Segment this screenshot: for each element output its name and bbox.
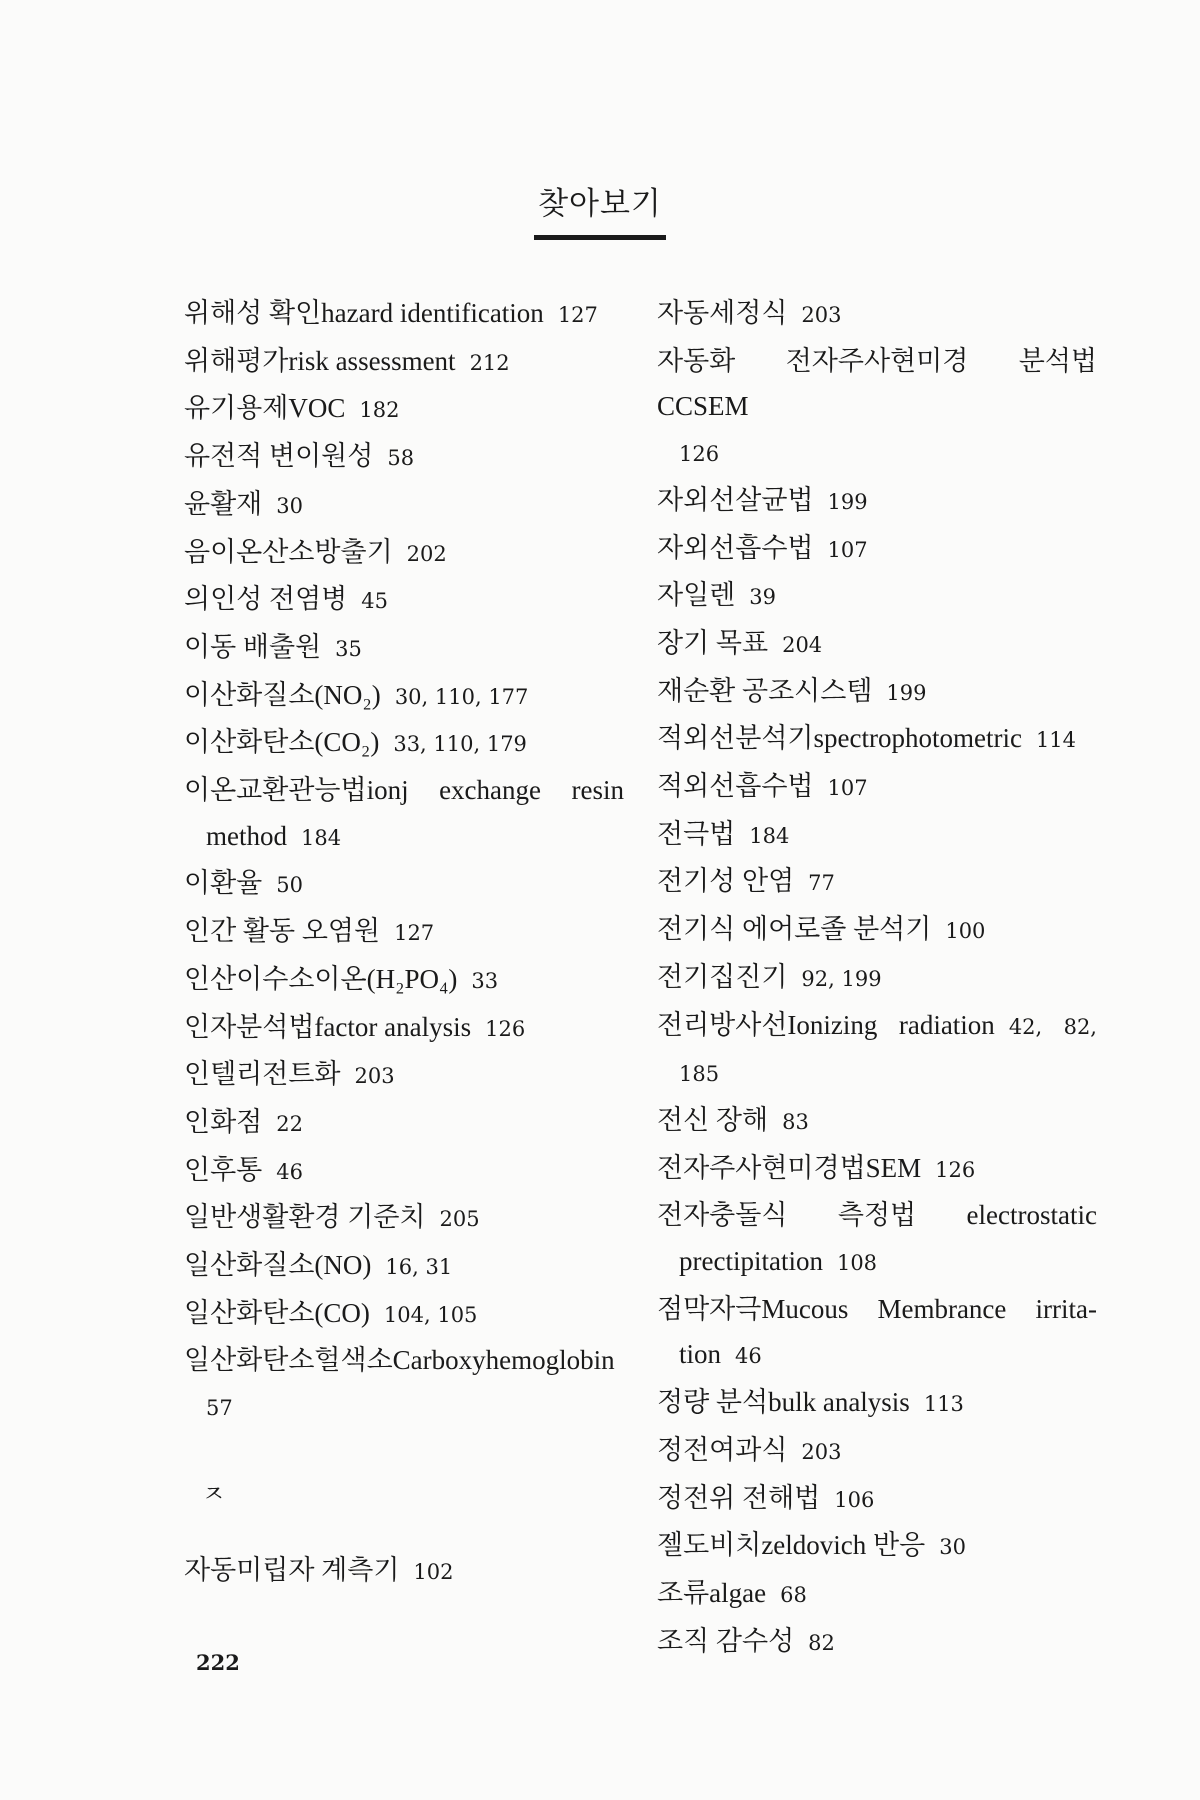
index-pages: 184: [301, 825, 342, 850]
index-entry: [657, 907, 1097, 955]
index-entry: [184, 1548, 624, 1596]
index-pages: 184: [749, 823, 790, 848]
index-entry: [184, 291, 624, 339]
index-pages: 39: [749, 585, 776, 610]
index-pages: 57: [206, 1396, 233, 1421]
index-term: 전기성 안염: [657, 866, 795, 897]
index-entry: [184, 909, 624, 957]
index-entry: [657, 339, 1097, 430]
index-entry-continuation: [657, 1332, 1097, 1380]
index-pages: 204: [782, 632, 823, 657]
index-term: 전기식 에어로졸 분석기: [657, 914, 932, 945]
index-pages: 182: [359, 398, 400, 423]
index-term: 유전적 변이원성: [184, 441, 374, 472]
index-term: 점막자극Mucous Membrance irrita-: [657, 1293, 1097, 1324]
index-entry: [657, 573, 1097, 621]
index-term: 자동미립자 계측기: [184, 1554, 400, 1585]
index-entry: [657, 1287, 1097, 1333]
index-term: 위해평가risk assessment: [184, 345, 456, 376]
index-entry-continuation: [657, 430, 1097, 478]
index-entry-continuation: [657, 1239, 1097, 1287]
index-pages: 68: [780, 1582, 807, 1607]
index-term: 자외선흡수법: [657, 532, 814, 563]
index-term: 정전여과식: [657, 1434, 788, 1465]
index-pages: 102: [413, 1559, 454, 1584]
index-term: 전신 장해: [657, 1104, 769, 1135]
index-term: 인자분석법factor analysis: [184, 1011, 472, 1042]
index-entry: [184, 1195, 624, 1243]
index-pages: 45: [361, 589, 388, 614]
index-pages: 203: [354, 1064, 395, 1089]
index-entry: [657, 1428, 1097, 1476]
index-entry: [657, 955, 1097, 1003]
index-term: 자외선살균법: [657, 484, 814, 515]
index-term: 전자주사현미경법SEM: [657, 1152, 922, 1183]
index-entry-continuation: [657, 1050, 1097, 1098]
index-entry: [657, 1619, 1097, 1667]
index-entry: [657, 716, 1097, 764]
index-term: 적외선흡수법: [657, 771, 814, 802]
index-entry: [657, 1523, 1097, 1571]
index-term: 이동 배출원: [184, 631, 322, 662]
index-pages: 46: [276, 1159, 303, 1184]
index-entry: [184, 720, 624, 768]
index-pages: 108: [836, 1251, 878, 1276]
index-column-left: [184, 291, 624, 1595]
index-entry: [657, 291, 1097, 339]
index-term: 일산화탄소(CO): [184, 1297, 370, 1328]
index-term: 위해성 확인hazard identification: [184, 298, 544, 328]
index-term: 일산화질소(NO): [184, 1250, 372, 1281]
index-pages: 126: [679, 442, 720, 467]
index-pages: 83: [782, 1109, 809, 1134]
index-pages: 30: [939, 1535, 966, 1560]
index-pages: 82: [808, 1630, 835, 1655]
index-entry: [657, 1193, 1097, 1239]
index-entry: [184, 1052, 624, 1100]
index-entry: [657, 621, 1097, 669]
index-term: 자일렌: [657, 580, 736, 611]
index-pages: 33: [471, 968, 499, 993]
index-entry-continuation: [184, 814, 624, 862]
index-pages: 113: [923, 1392, 964, 1417]
index-pages: 199: [886, 680, 927, 705]
index-term: 인산이수소이온(H₂PO₄): [184, 963, 458, 994]
section-heading: ㅈ: [202, 1479, 226, 1508]
index-entry: [184, 1005, 624, 1053]
index-term: 장기 목표: [657, 627, 769, 658]
index-term: 의인성 전염병: [184, 584, 348, 615]
title-block: [0, 178, 1200, 240]
index-pages: 202: [406, 541, 447, 566]
index-entry: [657, 1098, 1097, 1146]
index-pages: 35: [335, 636, 362, 661]
index-pages: 77: [808, 871, 835, 896]
index-term: 조직 감수성: [657, 1625, 795, 1656]
index-entry: [657, 526, 1097, 574]
index-term: 음이온산소방출기: [184, 536, 393, 567]
index-entry: [184, 434, 624, 482]
index-pages: 106: [834, 1487, 875, 1512]
index-entry: [184, 339, 624, 387]
index-term: 정전위 전해법: [657, 1482, 821, 1513]
index-term: 인화점: [184, 1106, 263, 1137]
index-pages: 50: [276, 873, 303, 898]
index-pages: 46: [735, 1344, 762, 1369]
index-entry: [184, 673, 624, 721]
index-pages: 58: [387, 446, 415, 471]
index-term: 이온교환관능법ionj exchange resin: [184, 775, 624, 806]
index-term: 일산화탄소헐색소Carboxyhemoglobin: [184, 1345, 615, 1376]
index-entry: [184, 530, 624, 578]
index-term-continuation: method: [206, 820, 287, 851]
index-entry: [184, 577, 624, 625]
index-pages: 16, 31: [385, 1255, 453, 1280]
index-pages: 30: [276, 493, 303, 518]
index-entry: [657, 1571, 1097, 1619]
index-term-continuation: prectipitation: [679, 1246, 823, 1277]
index-pages: 114: [1035, 728, 1077, 753]
index-entry: [184, 482, 624, 530]
index-term: 정량 분석bulk analysis: [657, 1387, 910, 1418]
index-pages: 126: [935, 1157, 976, 1182]
index-term: 이환율: [184, 868, 263, 899]
index-term: 전자충돌식 측정법 electrostatic: [657, 1200, 1097, 1231]
index-pages: 107: [827, 537, 868, 562]
index-entry: [184, 1338, 624, 1384]
index-term: 자동화 전자주사현미경 분석법CCSEM: [657, 345, 1097, 422]
index-pages: 203: [801, 303, 842, 327]
index-pages: 100: [945, 919, 986, 944]
index-entry: [184, 1148, 624, 1196]
index-term: 조류algae: [657, 1577, 767, 1608]
index-term: 인후통: [184, 1154, 263, 1185]
index-term: 일반생활환경 기준치: [184, 1202, 426, 1233]
index-pages: 185: [679, 1062, 720, 1087]
index-pages: 107: [827, 776, 868, 801]
index-term: 윤활재: [184, 488, 263, 519]
index-entry: [184, 625, 624, 673]
index-pages: 104, 105: [383, 1302, 478, 1327]
index-entry: [657, 764, 1097, 812]
index-entry: [184, 861, 624, 909]
index-pages: 127: [394, 921, 435, 946]
index-pages: 127: [557, 303, 598, 327]
index-term: 전기집진기: [657, 961, 788, 992]
index-term: 유기용제VOC: [184, 393, 346, 424]
index-term: 이산화질소(NO₂): [184, 679, 381, 710]
index-entry: [184, 957, 624, 1005]
index-entry: [657, 478, 1097, 526]
index-pages: 203: [801, 1439, 842, 1464]
index-pages: 205: [439, 1207, 480, 1232]
index-entry-continuation: [184, 1384, 624, 1432]
index-entry: [184, 1100, 624, 1148]
index-pages: 126: [485, 1016, 526, 1041]
index-entry: [657, 1476, 1097, 1524]
index-entry: [184, 1291, 624, 1339]
index-entry: [184, 768, 624, 814]
page-number: 222: [196, 1650, 240, 1675]
index-pages: 212: [469, 350, 510, 375]
index-term: 이산화탄소(CO₂): [184, 727, 380, 758]
index-column-right: [657, 291, 1097, 1666]
index-entry: [657, 859, 1097, 907]
index-entry: [657, 1146, 1097, 1194]
index-entry: [657, 812, 1097, 860]
page-title: 찾아보기: [534, 178, 666, 240]
index-entry: [184, 386, 624, 434]
index-pages: 199: [827, 489, 868, 514]
index-entry: [657, 1003, 1097, 1051]
index-pages: 33, 110, 179: [393, 732, 527, 757]
index-term: 적외선분석기spectrophotometric: [657, 723, 1022, 754]
index-term: 인텔리전트화: [184, 1059, 341, 1090]
index-term: 전극법: [657, 818, 736, 849]
index-term: 재순환 공조시스템: [657, 675, 873, 706]
index-term: 젤도비치zeldovich 반응: [657, 1530, 926, 1561]
index-term: 인간 활동 오염원: [184, 916, 381, 947]
index-pages: 42, 82,: [1008, 1014, 1097, 1039]
index-entry: [657, 1380, 1097, 1428]
index-pages: 30, 110, 177: [394, 684, 529, 709]
index-term: 전리방사선Ionizing radiation: [657, 1009, 995, 1040]
index-pages: 92, 199: [801, 966, 882, 991]
index-term-continuation: tion: [679, 1339, 722, 1370]
index-pages: 22: [276, 1111, 303, 1136]
index-term: 자동세정식: [657, 298, 788, 328]
index-entry: [657, 669, 1097, 717]
index-entry: [184, 1243, 624, 1291]
